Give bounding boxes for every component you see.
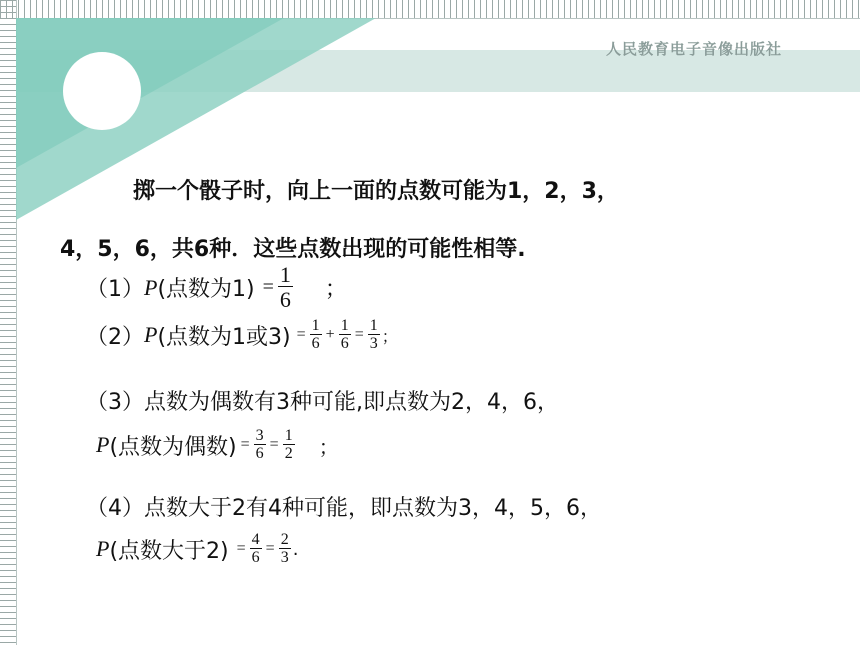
item-3-end: ； <box>318 434 339 459</box>
denominator: 6 <box>340 335 349 352</box>
denominator: 6 <box>251 549 260 566</box>
item-4-event: (点数大于2) <box>109 538 229 564</box>
plus-sign: + <box>325 326 335 344</box>
intro-line-1: 掷一个骰子时，向上一面的点数可能为1，2，3， <box>133 179 619 204</box>
denominator: 3 <box>280 549 289 566</box>
circle-decoration <box>63 52 141 130</box>
item-4-formula <box>96 532 298 567</box>
equals-sign: = <box>265 540 275 558</box>
fraction <box>278 264 293 311</box>
numerator: 1 <box>284 427 293 444</box>
denominator: 6 <box>279 287 291 312</box>
numerator: 2 <box>280 531 289 548</box>
fraction <box>279 532 291 567</box>
fraction <box>254 428 266 463</box>
item-3-event: (点数为偶数) <box>109 434 237 460</box>
equals-sign: = <box>240 436 250 454</box>
fraction <box>368 318 380 353</box>
equals-sign: = <box>262 276 274 299</box>
prob-symbol: P <box>144 322 158 348</box>
item-1-event: (点数为1) <box>157 277 255 303</box>
item-2 <box>86 318 398 353</box>
prob-symbol: P <box>96 536 110 562</box>
denominator: 6 <box>255 445 264 462</box>
equals-sign: = <box>269 436 279 454</box>
top-ruler-decoration <box>0 0 860 19</box>
item-2-label: （2） <box>86 324 144 350</box>
item-1-end: ； <box>324 277 347 303</box>
equals-sign: = <box>296 326 306 344</box>
corner-triangle-inner-decoration <box>16 18 284 168</box>
numerator: 3 <box>255 427 264 444</box>
fraction <box>339 318 351 353</box>
item-1-label: （1） <box>86 277 144 303</box>
publisher-logo: 人民教育电子音像出版社 <box>605 40 782 58</box>
item-2-event: (点数为1或3) <box>157 324 291 350</box>
left-ruler-decoration <box>0 0 17 645</box>
item-3-formula <box>96 428 339 463</box>
denominator: 6 <box>311 335 320 352</box>
item-3-text: （3）点数为偶数有3种可能,即点数为2，4，6， <box>86 390 559 415</box>
prob-symbol: P <box>96 432 110 458</box>
numerator: 1 <box>369 317 378 334</box>
numerator: 1 <box>279 262 291 287</box>
fraction <box>250 532 262 567</box>
denominator: 3 <box>369 335 378 352</box>
item-4-text: （4）点数大于2有4种可能，即点数为3，4，5，6， <box>86 496 602 521</box>
fraction <box>283 428 295 463</box>
numerator: 1 <box>311 317 320 334</box>
numerator: 4 <box>251 531 260 548</box>
denominator: 2 <box>284 445 293 462</box>
item-1 <box>86 264 347 311</box>
equals-sign: = <box>354 326 364 344</box>
equals-sign: = <box>236 540 246 558</box>
item-4-end: . <box>292 538 299 560</box>
fraction <box>310 318 322 353</box>
numerator: 1 <box>340 317 349 334</box>
intro-line-2: 4，5，6，共6种．这些点数出现的可能性相等. <box>60 237 526 262</box>
prob-symbol: P <box>144 274 158 300</box>
item-2-end: ； <box>381 326 398 346</box>
